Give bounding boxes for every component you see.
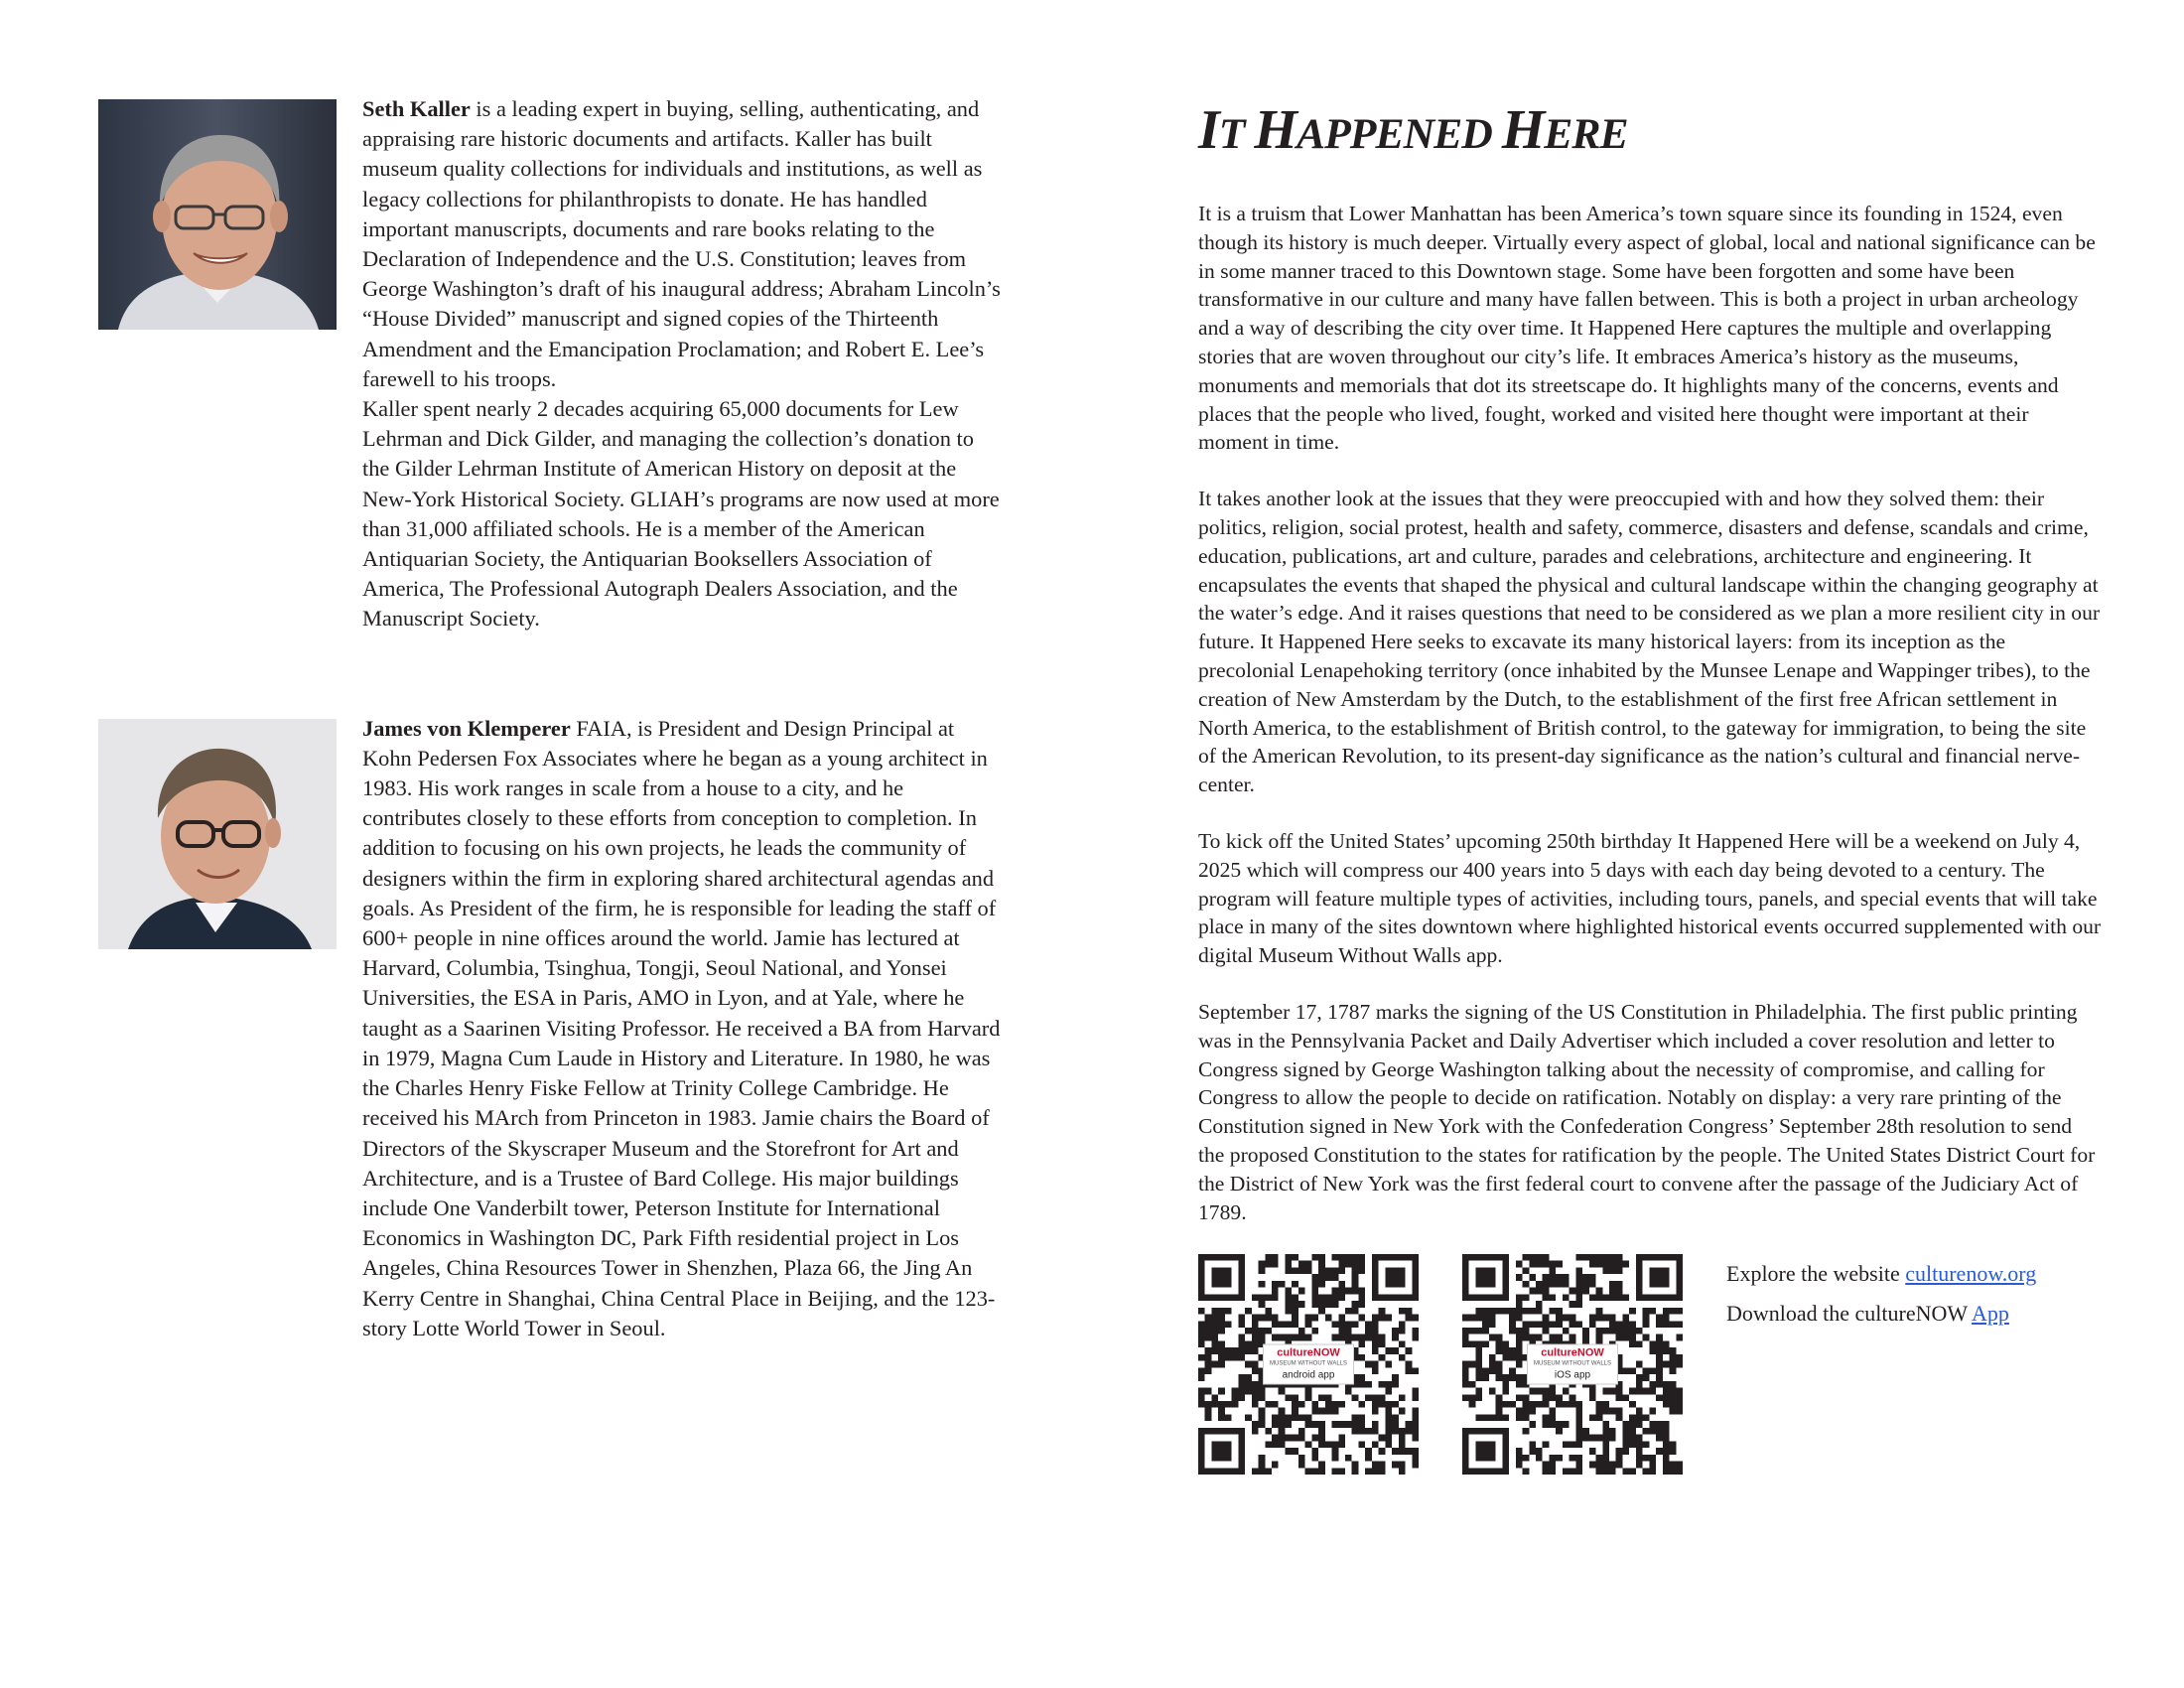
title-smallcaps: ERE [1544,110,1628,158]
qr-label [1263,1344,1354,1385]
qr-code-android[interactable] [1198,1254,1419,1475]
title-smallcaps: APPENED [1296,110,1502,158]
body-paragraph: It is a truism that Lower Manhattan has been America’s town square since its founding in 1524, even though its history is much deeper. Virtually every aspect of global, local and national significance can be in some manner traced to this Downtown stage. Some have been forgotten and some have been transformative in our culture and many have fallen between. This is both a project in urban archeology and a way of describing the city over time. It Happened Here captures the multiple and overlapping stories that are woven throughout our city’s life. It embraces America’s history as the museums, monuments and memorials that dot its streetscape do. It highlights many of the concerns, events and places that the people who lived, fought, worked and visited here thought were important at their moment in time. [1198,202,2096,455]
bio-seth-kaller [98,94,1004,634]
footer [1198,1254,2102,1443]
qr-code-ios[interactable] [1462,1254,1683,1475]
right-column [1198,94,2102,1443]
app-prefix: Download the cultureNOW [1726,1301,1973,1327]
title-initial: H [1254,99,1297,161]
website-prefix: Explore the website [1726,1261,1906,1287]
bio-paragraph [362,94,1006,394]
website-line [1726,1254,2104,1294]
bio-text-james-von-klemperer [362,714,1006,1343]
page-title [1198,94,2102,170]
bio-james-von-klemperer [98,714,1004,1343]
app-link[interactable]: App [1972,1301,2009,1327]
title-initial: H [1501,99,1545,161]
footer-links [1726,1254,2104,1334]
qr-brand: cultureNOW [1277,1346,1340,1359]
bio-paragraph: Kaller spent nearly 2 decades acquiring 65,000 documents for Lew Lehrman and Dick Gilder, and managing the collection’s donation to the Gilder Lehrman Institute of American History on deposit at the New-York Historical Society. GLIAH’s programs are now used at more than 31,000 affiliated schools. He is a member of the American Antiquarian Society, the Antiquarian Booksellers Association of America, The Professional Autograph Dealers Association, and the Manuscript Society. [362,396,1000,632]
qr-label [1527,1344,1618,1385]
left-column [98,94,1004,1343]
app-line [1726,1294,2104,1334]
title-smallcaps: T [1218,110,1255,158]
bio-name: Seth Kaller [362,96,471,121]
qr-subtitle: MUSEUM WITHOUT WALLS [1533,1360,1612,1367]
portrait-seth-kaller [98,99,337,330]
qr-app-name: android app [1282,1369,1335,1381]
qr-subtitle: MUSEUM WITHOUT WALLS [1269,1360,1348,1367]
bio-body: FAIA, is President and Design Principal at Kohn Pedersen Fox Associates where he began as a young architect in 1983. His work ranges in scale from a house to a city, and he contributes closely to these efforts from conception to completion. In addition to focusing on his own projects, he leads the community of designers within the firm in exploring shared architectural agendas and goals. As President of the firm, he is responsible for leading the staff of 600+ people in nine offices around the world. Jamie has lectured at Harvard, Columbia, Tsinghua, Tongji, Seoul National, and Yonsei Universities, the ESA in Paris, AMO in Lyon, and at Yale, where he taught as a Saarinen Visiting Professor. He received a BA from Harvard in 1979, Magna Cum Laude in History and Literature. In 1980, he was the Charles Henry Fiske Fellow at Trinity College Cambridge. He received his MArch from Princeton in 1983. Jamie chairs the Board of Directors of the Skyscraper Museum and the Storefront for Art and Architecture, and is a Trustee of Bard College. His major buildings include One Vanderbilt tower, Peterson Institute for International Economics in Washington DC, Park Fifth residential project in Los Angeles, China Resources Tower in Shenzhen, Plaza 66, the Jing An Kerry Centre in Shanghai, China Central Place in Beijing, and the 123-story Lotte World Tower in Seoul. [362,715,1001,1340]
website-link[interactable]: culturenow.org [1905,1261,2037,1287]
portrait-image [98,99,337,330]
body-paragraph: It takes another look at the issues that they were preoccupied with and how they solved them: their politics, religion, social protest, health and safety, commerce, disasters and defense, scandals and crime, education, publications, art and culture, parades and celebrations, architecture and engineering. It encapsulates the events that shaped the physical and cultural landscape within the changing geography at the water’s edge. And it raises questions that need to be considered as we plan a more resilient city in our future. It Happened Here seeks to excavate its many historical layers: from its inception as the precolonial Lenapehoking territory (once inhabited by the Munsee Lenape and Wappinger tribes), to the creation of New Amsterdam by the Dutch, to the establishment of the first free African settlement in North America, to the establishment of British control, to the gateway for immigration, to being the site of the American Revolution, to its present-day significance as the nation’s cultural and financial nerve-center. [1198,487,2101,797]
body-paragraph: September 17, 1787 marks the signing of the US Constitution in Philadelphia. The first public printing was in the Pennsylvania Packet and Daily Advertiser which included a cover resolution and letter to Congress signed by George Washington talking about the necessity of compromise, and calling for Congress to allow the people to decide on ratification. Notably on display: a very rare printing of the Constitution signed in New York with the Confederation Congress’ September 28th resolution to send the proposed Constitution to the states for ratification by the people. The United States District Court for the District of New York was the first federal court to convene after the passage of the Judiciary Act of 1789. [1198,999,2096,1224]
bio-paragraph [362,714,1006,1343]
body-paragraph: To kick off the United States’ upcoming 250th birthday It Happened Here will be a weekend on July 4, 2025 which will compress our 400 years into 5 days with each day being devoted to a century. The program will feature multiple types of activities, including tours, panels, and special events that will take place in many of the sites downtown where highlighted historical events occurred supplemented with our digital Museum Without Walls app. [1198,828,2102,968]
bio-body: is a leading expert in buying, selling, authenticating, and appraising rare historic documents and artifacts. Kaller has built museum quality collections for individuals and institutions, as well as legacy collections for philanthropists to donate. He has handled important manuscripts, documents and rare books relating to the Declaration of Independence and the U.S. Constitution; leaves from George Washington’s draft of his inaugural address; Abraham Lincoln’s “House Divided” manuscript and signed copies of the Thirteenth Amendment and the Emancipation Proclamation; and Robert E. Lee’s farewell to his troops. [362,96,1001,391]
bio-text-seth-kaller [362,94,1006,634]
portrait-image [98,719,337,949]
qr-app-name: iOS app [1554,1369,1591,1381]
title-initial: I [1198,99,1219,161]
bio-name: James von Klemperer [362,715,571,741]
portrait-james-von-klemperer [98,719,337,949]
qr-brand: cultureNOW [1541,1346,1604,1359]
